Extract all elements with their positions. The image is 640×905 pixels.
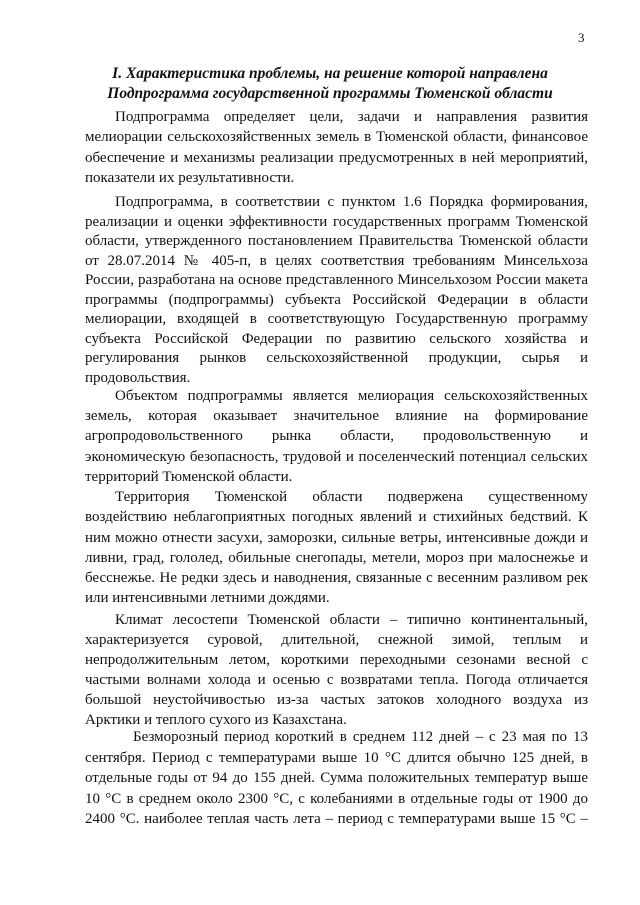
text-line: непродолжительным летом, короткими переходными сезонами весной с xyxy=(85,652,588,668)
text-line: агропродовольственного рынка области, продовольственную и xyxy=(85,428,588,445)
text-line: Территория Тюменской области подвержена существенному xyxy=(115,489,588,505)
page-number: 3 xyxy=(578,30,585,45)
text-line: бесснежье. Не редки здесь и наводнения, связанные с весенним разливом рек xyxy=(85,570,588,587)
text-line: мелиорации сельскохозяйственных земель в Тюменской области, финансовое xyxy=(85,129,588,146)
text-line: показатели их результативности. xyxy=(85,169,295,186)
text-line: от 28.07.2014 № 405-п, в целях соответствия требованиям Минсельхоза xyxy=(85,252,588,269)
paragraph xyxy=(85,193,588,388)
text-line: воздействию неблагоприятных погодных явлений и стихийных бедствий. К xyxy=(85,509,588,526)
section-title-line: Подпрограмма государственной программы Тюменской области xyxy=(107,84,553,102)
paragraph xyxy=(85,610,588,730)
paragraph xyxy=(85,107,588,188)
text-line: частыми волнами холода и осенью с возвратами тепла. Погода отличается xyxy=(85,672,588,688)
text-line: или интенсивными летними дождями. xyxy=(85,590,330,607)
text-line: ним можно отнести засухи, заморозки, сильные ветры, интенсивные дожди и xyxy=(85,529,588,546)
text-line: субъекта Российской Федерации по развитию сельского хозяйства и xyxy=(85,330,588,347)
text-line: характеризуется суровой, длительной, снежной зимой, теплым и xyxy=(85,632,588,648)
text-line: реализации и оценки эффективности государственных программ Тюменской xyxy=(85,213,588,230)
paragraph xyxy=(85,727,588,830)
text-line: территорий Тюменской области. xyxy=(85,468,293,485)
text-line: обеспечение и механизмы реализации предусмотренных в ней мероприятий, xyxy=(85,149,588,166)
text-line: 2400 °С. наиболее теплая часть лета – период с температурами выше 15 °С – xyxy=(85,811,588,828)
paragraph xyxy=(85,487,588,609)
section-title-line: I. Характеристика проблемы, на решение которой направлена xyxy=(112,65,548,82)
text-line: Безморозный период короткий в среднем 112 дней – с 23 мая по 13 xyxy=(133,729,588,745)
text-line: Климат лесостепи Тюменской области – типично континентальный, xyxy=(115,612,588,628)
text-line: Арктики и теплого сухого из Казахстана. xyxy=(85,712,347,728)
text-line: 10 °С в среднем около 2300 °С, с колебаниями в отдельные годы от 1900 до xyxy=(85,790,588,807)
text-line: регулирования рынков сельскохозяйственной продукции, сырья и xyxy=(85,350,588,366)
text-line: программы (подпрограммы) субъекта Российской Федерации в области xyxy=(85,291,588,308)
text-line: земель, которая оказывает значительное влияние на формирование xyxy=(85,408,588,425)
text-line: отдельные годы от 94 до 155 дней. Сумма положительных температур выше xyxy=(85,770,588,787)
text-line: мелиорации, входящей в соответствующую Государственную программу xyxy=(85,311,588,327)
text-line: продовольствия. xyxy=(85,369,191,386)
text-line: экономическую безопасность, трудовой и поселенческий потенциал сельских xyxy=(85,448,588,465)
text-line: сентября. Период с температурами выше 10 °С длится обычно 125 дней, в xyxy=(85,749,588,766)
text-line: большой неустойчивостью из-за частых затоков холодного воздуха из xyxy=(85,692,588,708)
text-line: Подпрограмма, в соответствии с пунктом 1.6 Порядка формирования, xyxy=(115,194,588,210)
section-title xyxy=(60,64,600,103)
text-line: Подпрограмма определяет цели, задачи и направления развития xyxy=(115,109,588,125)
paragraph xyxy=(85,386,588,487)
text-line: области, утвержденного постановлением Правительства Тюменской области xyxy=(85,233,588,249)
text-line: Объектом подпрограммы является мелиорация сельскохозяйственных xyxy=(115,388,588,404)
text-line: России, разработана на основе представленного Минсельхозом России макета xyxy=(85,272,588,288)
text-line: ливни, град, гололед, обильные снегопады, метели, мороз при малоснежье и xyxy=(85,549,588,566)
